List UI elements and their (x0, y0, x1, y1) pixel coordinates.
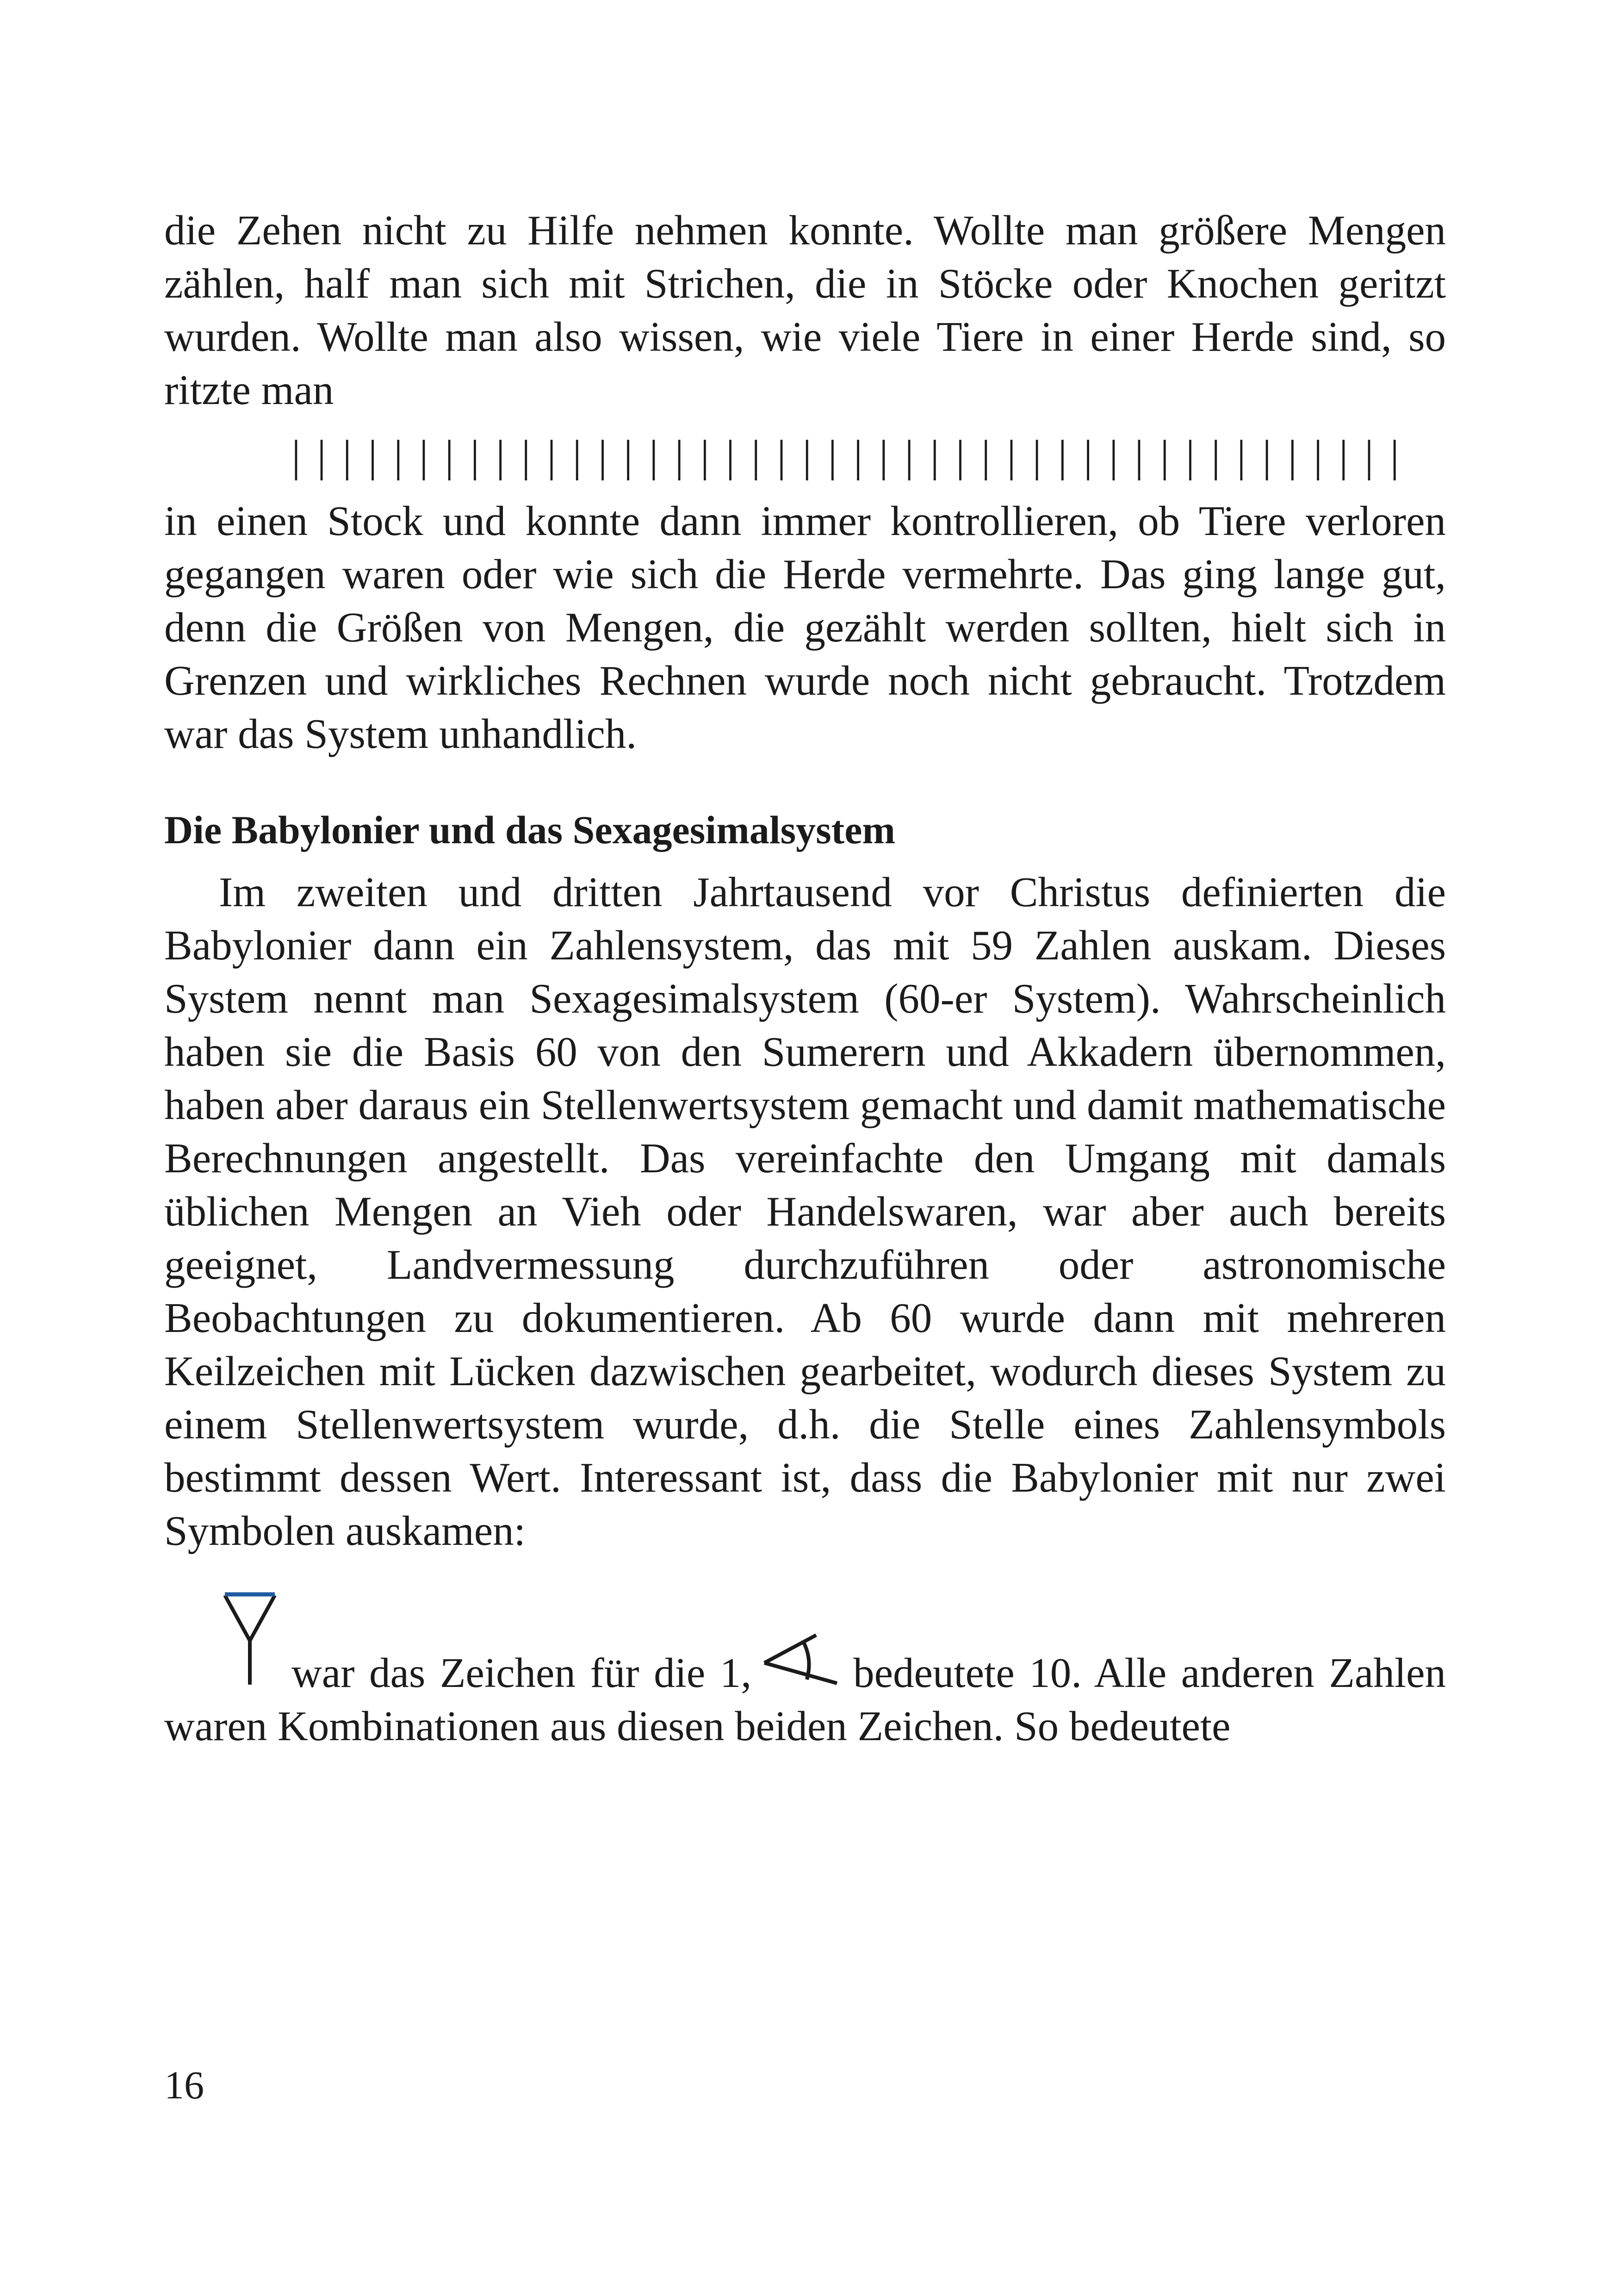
cuneiform-ten-icon (761, 1631, 839, 1687)
paragraph-intro: die Zehen nicht zu Hilfe nehmen konnte. Wollte man größere Mengen zählen, half man sich mit Strichen, die in Stöcke oder Knochen geritzt wurden. Wollte man also wissen, wie viele Tiere in einer Herde sind, so ritzte man (164, 207, 1446, 413)
symbol-text-one: war das Zeichen für die 1, (291, 1649, 752, 1696)
paragraph-symbols (164, 1590, 1446, 1753)
symbol-text-ten: bedeutete 10. Alle anderen Zahlen waren Kombinationen aus diesen beiden Zeichen. So bedeutete (164, 1649, 1446, 1749)
page-number: 16 (164, 2063, 204, 2107)
cuneiform-one-icon (222, 1590, 278, 1687)
tally-marks: | | | | | | | | | | | | | | | | | | | | | | | | | | | | | | | | | | | | | | | | | | | | (291, 431, 1402, 480)
paragraph-babylonier: Im zweiten und dritten Jahrtausend vor Christus definierten die Babylonier dann ein Zahlensystem, das mit 59 Zahlen auskam. Dieses System nennt man Sexagesimalsystem (60-er System). Wahrscheinlich haben sie die Basis 60 von den Sumerern und Akkadern übernommen, haben aber daraus ein Stellenwertsystem gemacht und damit mathematische Berechnungen angestellt. Das vereinfachte den Umgang mit damals üblichen Mengen an Vieh oder Handelswaren, war aber auch bereits geeignet, Landvermessung durchzuführen oder astronomische Beobachtungen zu dokumentieren. Ab 60 wurde dann mit mehreren Keilzeichen mit Lücken dazwischen gearbeitet, wodurch dieses System zu einem Stellenwertsystem wurde, d.h. die Stelle eines Zahlensymbols bestimmt dessen Wert. Interessant ist, dass die Babylonier mit nur zwei Symbolen auskamen: (164, 869, 1446, 1554)
paragraph-stock: in einen Stock und konnte dann immer kontrollieren, ob Tiere verloren gegangen waren oder wie sich die Herde vermehrte. Das ging lange gut, denn die Größen von Mengen, die gezählt werden sollten, hielt sich in Grenzen und wirkliches Rechnen wurde noch nicht gebraucht. Trotzdem war das System unhandlich. (164, 498, 1446, 757)
section-heading: Die Babylonier und das Sexagesimalsystem (164, 808, 895, 852)
page-body (164, 204, 1446, 1753)
